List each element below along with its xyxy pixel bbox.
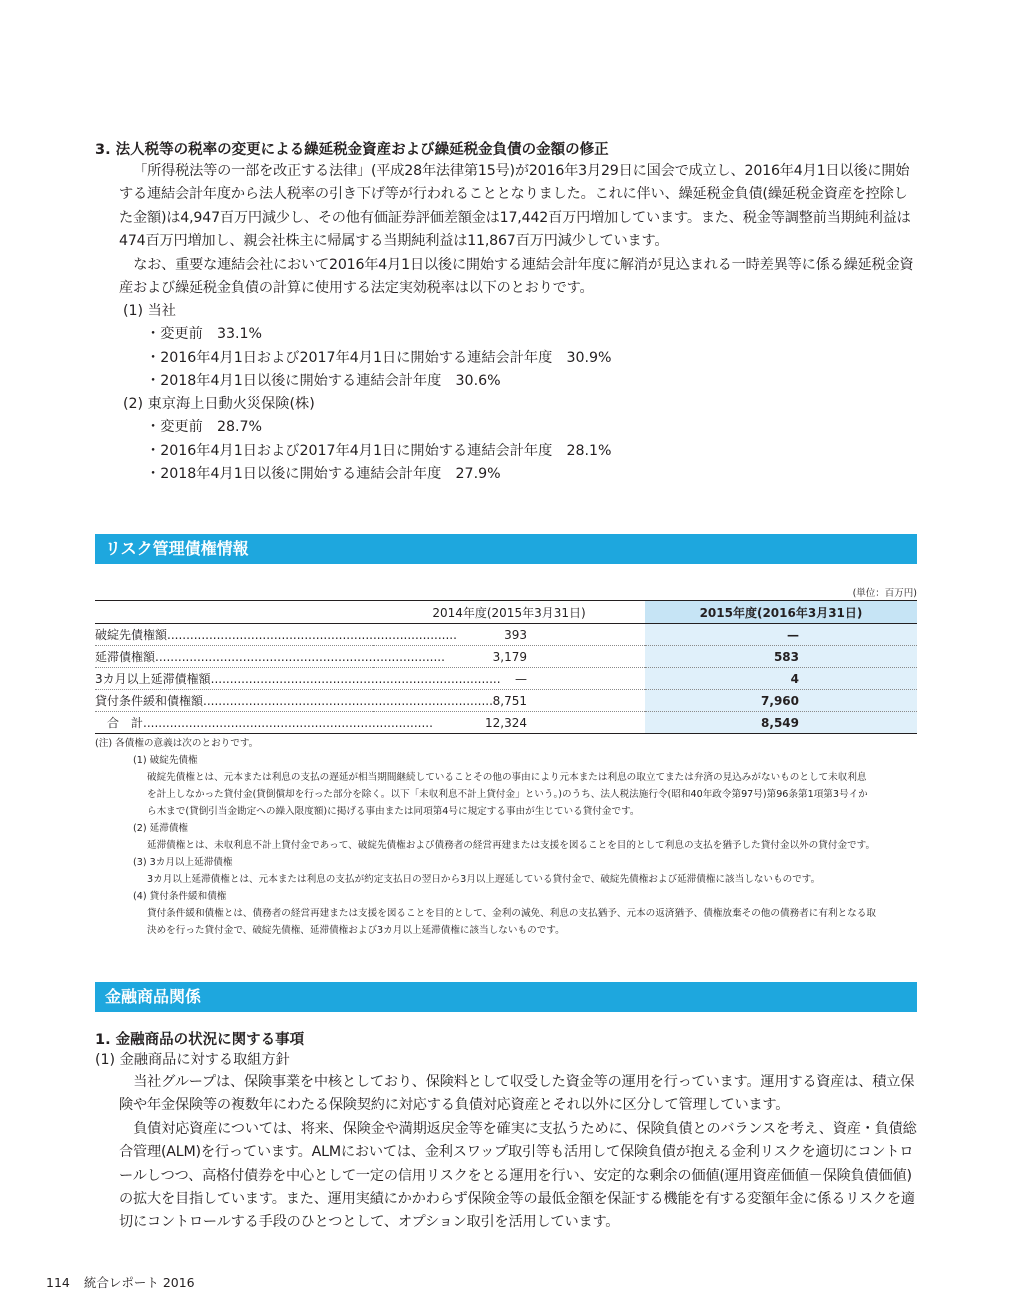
tax-rate-list <box>123 300 903 486</box>
table-header-row <box>95 601 917 624</box>
header-label-cell <box>95 601 373 624</box>
note-text: 破綻先債権とは、元本または利息の支払の遅延が相当期間継続していることその他の事由により元本または利息の取立てまたは弁済の見込みがないものとして未収利息 <box>147 772 867 783</box>
table-row <box>95 668 917 690</box>
row-label: 貸付条件緩和債権額............................................................................ <box>95 690 373 712</box>
page-number: 114 <box>46 1275 70 1290</box>
row-prev-value: 3,179 <box>373 646 645 668</box>
list-item: ・2016年4月1日および2017年4月1日に開始する連結会計年度 30.9% <box>146 349 612 366</box>
note-title: (3) 3カ月以上延滞債権 <box>133 857 233 868</box>
row-label: 延滞債権額............................................................................ <box>95 646 373 668</box>
note-intro: (注) 各債権の意義は次のとおりです。 <box>95 738 259 749</box>
note-title: (1) 破綻先債権 <box>133 755 198 766</box>
list-item: ・2016年4月1日および2017年4月1日に開始する連結会計年度 28.1% <box>146 442 612 459</box>
row-prev-value: — <box>373 668 645 690</box>
finance-heading: 1. 金融商品の状況に関する事項 <box>95 1032 305 1048</box>
note-text: 3カ月以上延滞債権とは、元本または利息の支払が約定支払日の翌日から3月以上遅延している貸付金で、破綻先債権および延滞債権に該当しないものです。 <box>147 874 821 885</box>
table-row <box>95 646 917 668</box>
tax-rate-paragraph-1: 「所得税法等の一部を改正する法律」(平成28年法律第15号)が2016年3月29日に国会で成立し、2016年4月1日以後に開始する連結会計年度から法人税率の引き下げ等が行われることとなりました。これに伴い、繰延税金負債(繰延税金資産を控除した金額)は4,947百万円減少し、その他有価証券評価差額金は17,442百万円増加しています。また、税金等調整前当期純利益は474百万円増加し、親会社株主に帰属する当期純利益は11,867百万円減少しています。 <box>119 163 911 250</box>
table-row <box>95 690 917 712</box>
row-prev-value: 12,324 <box>373 712 645 734</box>
note-text: 延滞債権とは、未収利息不計上貸付金であって、破綻先債権および債務者の経営再建または支援を図ることを目的として利息の支払を猶予した貸付金以外の貸付金です。 <box>147 840 876 851</box>
page-footer <box>46 1273 195 1291</box>
row-cur-value: 4 <box>645 668 917 690</box>
finance-paragraph-2: 負債対応資産については、将来、保険金や満期返戻金等を確実に支払うために、保険負債とのバランスを考え、資産・負債総合管理(ALM)を行っています。ALMにおいては、金利スワップ取引等も活用して保険負債が抱える金利リスクを適切にコントロールしつつ、高格付債券を中心として一定の信用リスクをとる運用を行い、安定的な剰余の価値(運用資産価値－保険負債価値)の拡大を目指しています。また、運用実績にかかわらず保険金等の最低金額を保証する機能を有する変額年金に係るリスクを適切にコントロールする手段のひとつとして、オプション取引を活用しています。 <box>119 1120 917 1231</box>
list-group-title: (1) 当社 <box>123 303 176 319</box>
unit-label: (単位：百万円) <box>852 588 917 599</box>
row-label: 破綻先債権額............................................................................ <box>95 624 373 646</box>
finance-paragraphs <box>119 1071 919 1235</box>
row-prev-value: 393 <box>373 624 645 646</box>
row-cur-value: 8,549 <box>645 712 917 734</box>
row-label: 合 計............................................................................ <box>95 712 373 734</box>
row-label: 3カ月以上延滞債権額............................................................................ <box>95 668 373 690</box>
note-text: 貸付条件緩和債権とは、債務者の経営再建または支援を図ることを目的として、金利の減免、利息の支払猶予、元本の返済猶予、債権放棄その他の債務者に有利となる取 <box>147 908 876 919</box>
list-item: ・変更前 33.1% <box>146 326 263 343</box>
table-row-total <box>95 712 917 734</box>
header-current-year: 2015年度(2016年3月31日) <box>645 601 917 624</box>
list-item: ・2018年4月1日以後に開始する連結会計年度 30.6% <box>146 372 501 389</box>
note-text: を計上しなかった貸付金(貸倒償却を行った部分を除く。以下「未収利息不計上貸付金」という。)のうち、法人税法施行令(昭和40年政令第97号)第96条第1項第3号イか <box>147 789 868 800</box>
finance-paragraph-1: 当社グループは、保険事業を中核としており、保険料として収受した資金等の運用を行っています。運用する資産は、積立保険や年金保険等の複数年にわたる保険契約に対応する負債対応資産とそれ以外に区分して管理しています。 <box>119 1074 915 1114</box>
note-text: ら木まで(貸倒引当金勘定への繰入限度額)に掲げる事由または同項第4号に規定する事由が生じている貸付金です。 <box>147 806 640 817</box>
finance-subheading: (1) 金融商品に対する取組方針 <box>95 1052 290 1068</box>
risk-notes <box>95 735 925 939</box>
risk-table <box>95 600 917 734</box>
note-title: (4) 貸付条件緩和債権 <box>133 891 227 902</box>
list-item: ・変更前 28.7% <box>146 419 263 436</box>
section-heading-tax-rate: 3. 法人税等の税率の変更による繰延税金資産および繰延税金負債の金額の修正 <box>95 142 609 158</box>
row-cur-value: 7,960 <box>645 690 917 712</box>
note-text: 決めを行った貸付金で、破綻先債権、延滞債権および3カ月以上延滞債権に該当しないものです。 <box>147 925 565 936</box>
table-row <box>95 624 917 646</box>
note-title: (2) 延滞債権 <box>133 823 189 834</box>
tax-rate-paragraphs <box>119 160 919 300</box>
row-prev-value: 8,751 <box>373 690 645 712</box>
row-cur-value: — <box>645 624 917 646</box>
report-title: 統合レポート 2016 <box>83 1275 195 1290</box>
row-cur-value: 583 <box>645 646 917 668</box>
list-group-title: (2) 東京海上日動火災保険(株) <box>123 396 315 413</box>
tax-rate-paragraph-2: なお、重要な連結会社において2016年4月1日以後に開始する連結会計年度に解消が見込まれる一時差異等に係る繰延税金資産および繰延税金負債の計算に使用する法定実効税率は以下のとおりです。 <box>119 256 914 297</box>
list-item: ・2018年4月1日以後に開始する連結会計年度 27.9% <box>146 466 501 483</box>
section-banner-risk: リスク管理債権情報 <box>95 534 917 564</box>
header-prev-year: 2014年度(2015年3月31日) <box>373 601 645 624</box>
section-banner-finance: 金融商品関係 <box>95 982 917 1012</box>
